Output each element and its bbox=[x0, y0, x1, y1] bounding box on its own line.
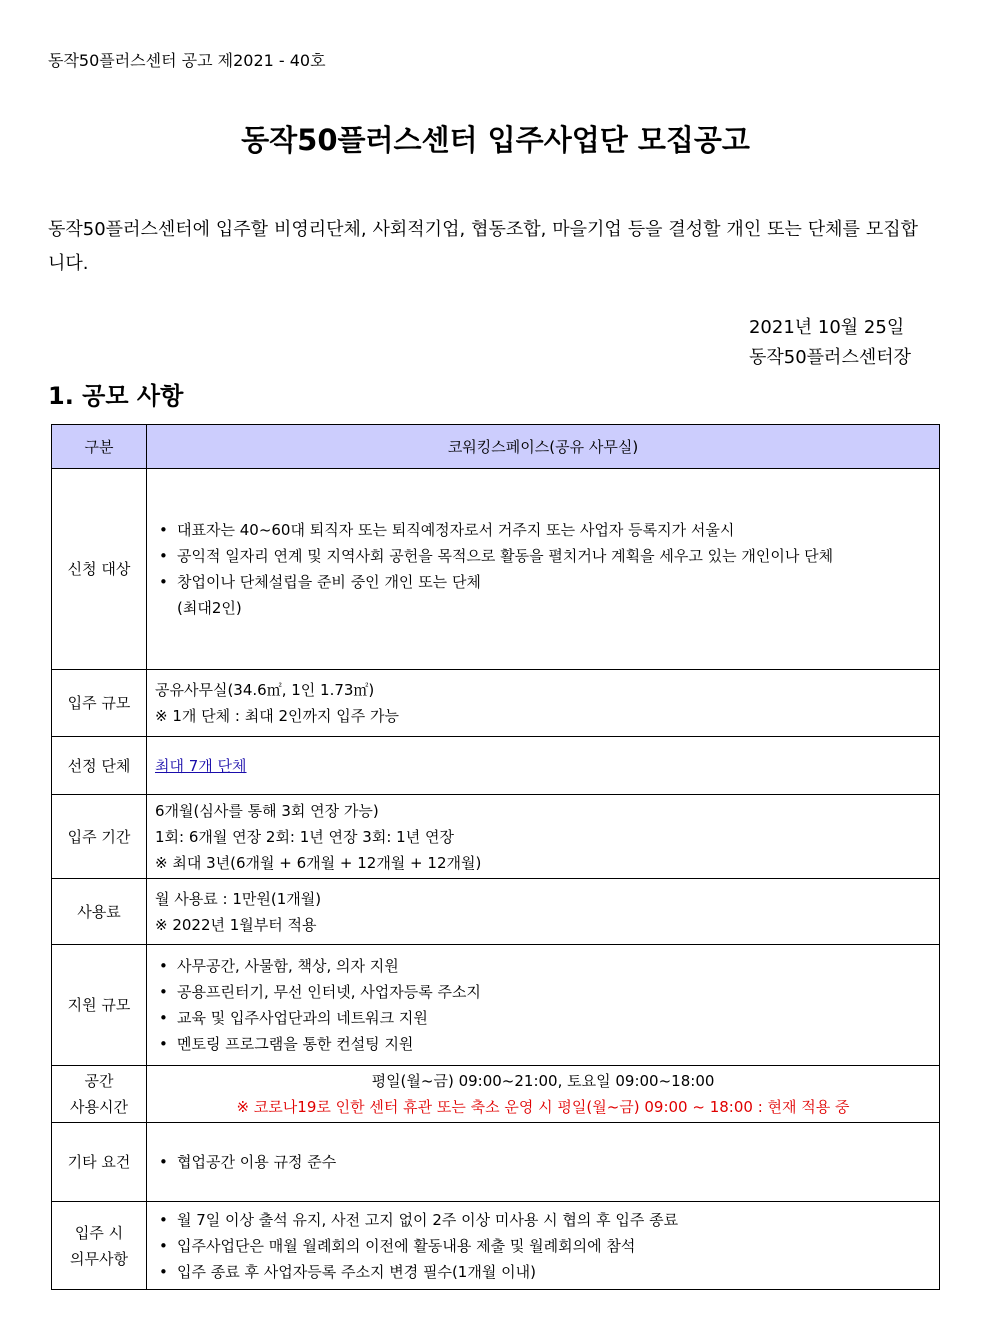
label-hours bbox=[52, 1066, 147, 1123]
label-selection: 선정 단체 bbox=[52, 737, 147, 795]
issue-date: 2021년 10월 25일 bbox=[748, 317, 905, 338]
section-title: 1. 공모 사항 bbox=[48, 382, 184, 410]
label-other: 기타 요건 bbox=[52, 1123, 147, 1202]
cell-support bbox=[147, 945, 940, 1066]
label-eligibility: 신청 대상 bbox=[52, 469, 147, 670]
list-item: • 공익적 일자리 연계 및 지역사회 공헌을 목적으로 활동을 펼치거나 계획을 세우고 있는 개인이나 단체 bbox=[155, 543, 931, 569]
header-category: 구분 bbox=[52, 425, 147, 469]
list-item: • 창업이나 단체설립을 준비 중인 개인 또는 단체 bbox=[155, 569, 931, 595]
period-note: ※ 최대 3년(6개월 + 6개월 + 12개월 + 12개월) bbox=[155, 853, 482, 872]
row-scale bbox=[52, 670, 940, 737]
fee-note: ※ 2022년 1월부터 적용 bbox=[155, 915, 317, 934]
list-item: • 대표자는 40~60대 퇴직자 또는 퇴직예정자로서 거주지 또는 사업자 등록지가 서울시 bbox=[155, 517, 931, 543]
cell-selection bbox=[147, 737, 940, 795]
intro-paragraph: 동작50플러스센터에 입주할 비영리단체, 사회적기업, 협동조합, 마을기업 등을 결성할 개인 또는 단체를 모집합니다. bbox=[48, 219, 918, 274]
label-hours-line: 사용시간 bbox=[70, 1098, 128, 1116]
header-coworking: 코워킹스페이스(공유 사무실) bbox=[147, 425, 940, 469]
list-item: • 입주 종료 후 사업자등록 주소지 변경 필수(1개월 이내) bbox=[155, 1259, 931, 1285]
row-hours bbox=[52, 1066, 940, 1123]
cell-duties bbox=[147, 1202, 940, 1290]
label-fee: 사용료 bbox=[52, 879, 147, 945]
date-block bbox=[749, 313, 911, 373]
hours-line: 평일(월~금) 09:00~21:00, 토요일 09:00~18:00 bbox=[371, 1072, 715, 1090]
eligibility-note: (최대2인) bbox=[177, 599, 242, 617]
period-line: 6개월(심사를 통해 3회 연장 가능) bbox=[155, 801, 379, 820]
row-other bbox=[52, 1123, 940, 1202]
label-support: 지원 규모 bbox=[52, 945, 147, 1066]
list-item: • 협업공간 이용 규정 준수 bbox=[155, 1149, 931, 1175]
cell-period bbox=[147, 795, 940, 879]
list-item: • 입주사업단은 매월 월례회의 이전에 활동내용 제출 및 월례회의에 참석 bbox=[155, 1233, 931, 1259]
label-duties bbox=[52, 1202, 147, 1290]
issuer: 동작50플러스센터장 bbox=[748, 347, 911, 368]
list-item: • 사무공간, 사물함, 책상, 의자 지원 bbox=[155, 953, 931, 979]
cell-hours bbox=[147, 1066, 940, 1123]
label-period: 입주 기간 bbox=[52, 795, 147, 879]
row-eligibility bbox=[52, 469, 940, 670]
page-title: 동작50플러스센터 입주사업단 모집공고 bbox=[241, 123, 750, 157]
list-item: • 공용프린터기, 무선 인터넷, 사업자등록 주소지 bbox=[155, 979, 931, 1005]
hours-covid-note: ※ 코로나19로 인한 센터 휴관 또는 축소 운영 시 평일(월~금) 09:00 ~ 18:00 : 현재 적용 중 bbox=[236, 1098, 850, 1116]
row-duties bbox=[52, 1202, 940, 1290]
scale-line: 공유사무실(34.6㎡, 1인 1.73㎡) bbox=[155, 681, 375, 699]
recruitment-table bbox=[51, 424, 940, 1290]
scale-note: ※ 1개 단체 : 최대 2인까지 입주 가능 bbox=[155, 707, 399, 725]
cell-scale bbox=[147, 670, 940, 737]
row-support bbox=[52, 945, 940, 1066]
cell-eligibility bbox=[147, 469, 940, 670]
selection-link[interactable]: 최대 7개 단체 bbox=[155, 756, 247, 775]
label-hours-line: 공간 bbox=[84, 1072, 114, 1090]
period-line: 1회: 6개월 연장 2회: 1년 연장 3회: 1년 연장 bbox=[155, 827, 454, 846]
label-scale: 입주 규모 bbox=[52, 670, 147, 737]
list-item: • 월 7일 이상 출석 유지, 사전 고지 없이 2주 이상 미사용 시 협의 후 입주 종료 bbox=[155, 1207, 931, 1233]
row-period bbox=[52, 795, 940, 879]
cell-fee bbox=[147, 879, 940, 945]
list-item: • 교육 및 입주사업단과의 네트워크 지원 bbox=[155, 1005, 931, 1031]
table-header-row bbox=[52, 425, 940, 469]
label-duties-line: 입주 시 bbox=[74, 1223, 124, 1242]
label-duties-line: 의무사항 bbox=[70, 1249, 128, 1268]
row-selection bbox=[52, 737, 940, 795]
notice-number: 동작50플러스센터 공고 제2021 - 40호 bbox=[48, 51, 326, 70]
row-fee bbox=[52, 879, 940, 945]
list-item: • 멘토링 프로그램을 통한 컨설팅 지원 bbox=[155, 1031, 931, 1057]
fee-line: 월 사용료 : 1만원(1개월) bbox=[155, 889, 322, 908]
cell-other bbox=[147, 1123, 940, 1202]
